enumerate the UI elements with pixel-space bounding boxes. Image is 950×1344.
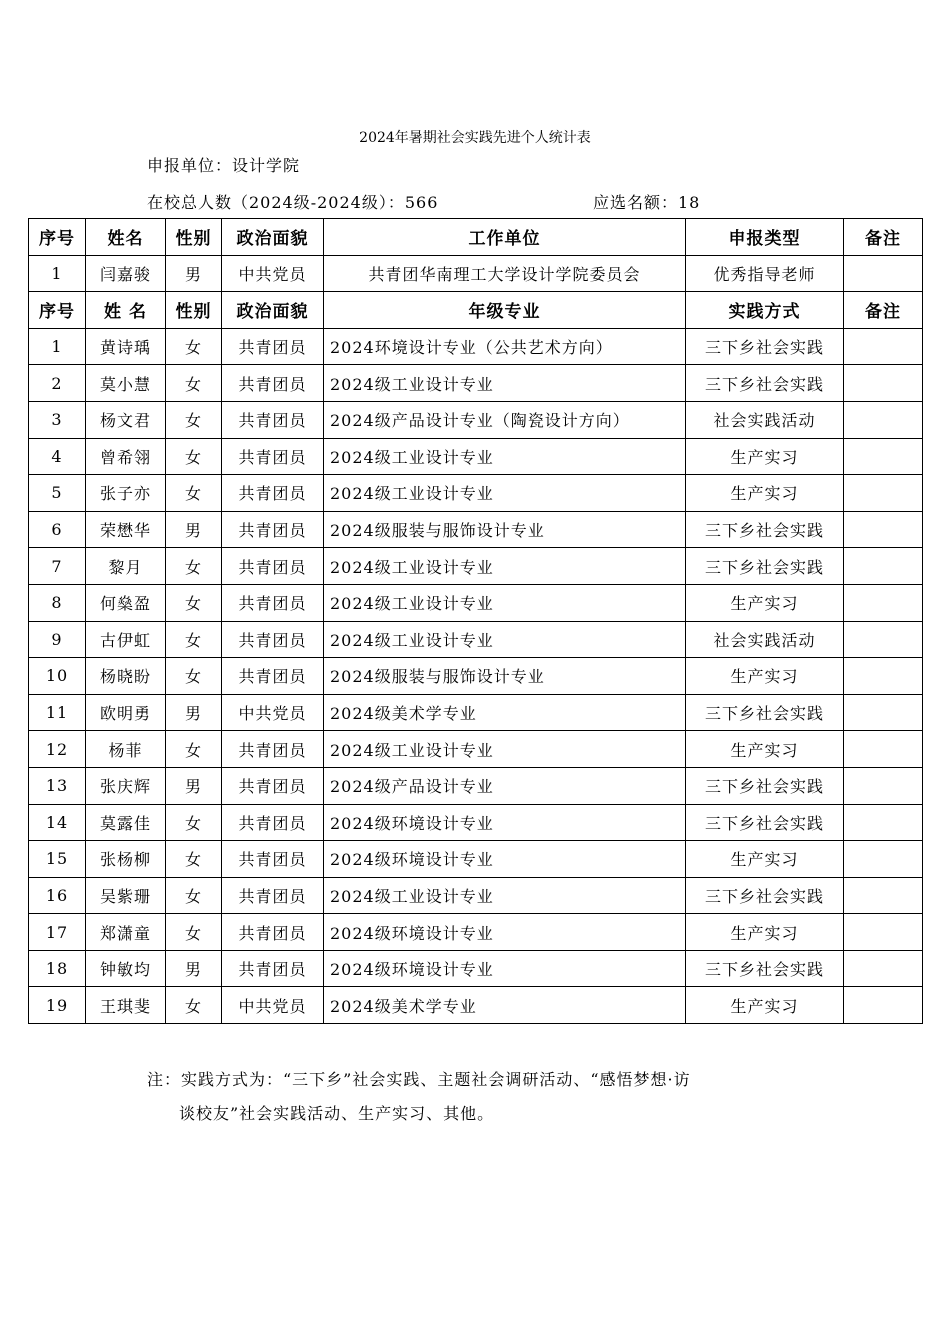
advisor-type: 优秀指导老师 xyxy=(686,255,844,292)
student-political: 中共党员 xyxy=(222,694,324,731)
student-gender: 女 xyxy=(166,804,222,841)
header-political: 政治面貌 xyxy=(222,292,324,329)
student-political: 共青团员 xyxy=(222,877,324,914)
student-remark xyxy=(844,914,923,951)
header-no: 序号 xyxy=(29,219,86,256)
table-row xyxy=(29,877,923,914)
student-major: 2024级服装与服饰设计专业 xyxy=(324,658,686,695)
footnote-line1: 注：实践方式为：“三下乡”社会实践、主题社会调研活动、“感悟梦想·访 xyxy=(147,1070,691,1089)
student-gender: 女 xyxy=(166,914,222,951)
table-row xyxy=(29,914,923,951)
student-gender: 女 xyxy=(166,658,222,695)
footnote-line2: 谈校友”社会实践活动、生产实习、其他。 xyxy=(179,1104,495,1123)
student-remark xyxy=(844,401,923,438)
student-no: 18 xyxy=(29,950,86,987)
student-gender: 男 xyxy=(166,694,222,731)
student-major: 2024环境设计专业（公共艺术方向） xyxy=(324,328,686,365)
table-row xyxy=(29,950,923,987)
student-method: 三下乡社会实践 xyxy=(686,950,844,987)
student-remark xyxy=(844,987,923,1024)
table-row xyxy=(29,804,923,841)
student-no: 14 xyxy=(29,804,86,841)
student-political: 中共党员 xyxy=(222,987,324,1024)
table-row xyxy=(29,694,923,731)
student-gender: 女 xyxy=(166,548,222,585)
student-gender: 男 xyxy=(166,767,222,804)
student-major: 2024级服装与服饰设计专业 xyxy=(324,511,686,548)
advisor-remark xyxy=(844,255,923,292)
student-political: 共青团员 xyxy=(222,621,324,658)
student-name: 杨菲 xyxy=(86,731,166,768)
student-name: 张子亦 xyxy=(86,475,166,512)
table-row xyxy=(29,401,923,438)
student-remark xyxy=(844,841,923,878)
header-no: 序号 xyxy=(29,292,86,329)
student-remark xyxy=(844,621,923,658)
header-remark: 备注 xyxy=(844,219,923,256)
student-major: 2024级工业设计专业 xyxy=(324,621,686,658)
advisor-gender: 男 xyxy=(166,255,222,292)
student-method: 社会实践活动 xyxy=(686,401,844,438)
student-no: 4 xyxy=(29,438,86,475)
total-students: 在校总人数（2024级-2024级）：566 xyxy=(147,193,439,212)
student-method: 生产实习 xyxy=(686,914,844,951)
student-no: 12 xyxy=(29,731,86,768)
student-major: 2024级环境设计专业 xyxy=(324,950,686,987)
student-name: 黄诗瑀 xyxy=(86,328,166,365)
advisor-workplace: 共青团华南理工大学设计学院委员会 xyxy=(324,255,686,292)
student-no: 5 xyxy=(29,475,86,512)
student-political: 共青团员 xyxy=(222,548,324,585)
table-row xyxy=(29,987,923,1024)
student-method: 生产实习 xyxy=(686,658,844,695)
student-name: 王琪斐 xyxy=(86,987,166,1024)
student-method: 生产实习 xyxy=(686,987,844,1024)
student-political: 共青团员 xyxy=(222,584,324,621)
student-remark xyxy=(844,804,923,841)
student-method: 生产实习 xyxy=(686,841,844,878)
student-major: 2024级工业设计专业 xyxy=(324,438,686,475)
student-remark xyxy=(844,767,923,804)
student-no: 2 xyxy=(29,365,86,402)
student-gender: 女 xyxy=(166,584,222,621)
student-major: 2024级环境设计专业 xyxy=(324,841,686,878)
student-remark xyxy=(844,877,923,914)
student-remark xyxy=(844,328,923,365)
student-gender: 女 xyxy=(166,438,222,475)
student-remark xyxy=(844,584,923,621)
student-name: 张杨柳 xyxy=(86,841,166,878)
student-no: 1 xyxy=(29,328,86,365)
student-major: 2024级美术学专业 xyxy=(324,987,686,1024)
student-major: 2024级环境设计专业 xyxy=(324,914,686,951)
header-political: 政治面貌 xyxy=(222,219,324,256)
student-gender: 女 xyxy=(166,731,222,768)
student-major: 2024级美术学专业 xyxy=(324,694,686,731)
student-major: 2024级工业设计专业 xyxy=(324,548,686,585)
student-name: 莫小慧 xyxy=(86,365,166,402)
student-gender: 女 xyxy=(166,621,222,658)
advisor-political: 中共党员 xyxy=(222,255,324,292)
student-no: 8 xyxy=(29,584,86,621)
student-header-row xyxy=(29,292,923,329)
student-remark xyxy=(844,694,923,731)
student-no: 10 xyxy=(29,658,86,695)
student-political: 共青团员 xyxy=(222,731,324,768)
student-method: 生产实习 xyxy=(686,438,844,475)
header-workplace: 工作单位 xyxy=(324,219,686,256)
advisor-header-row xyxy=(29,219,923,256)
student-name: 曾希翎 xyxy=(86,438,166,475)
student-remark xyxy=(844,475,923,512)
student-no: 7 xyxy=(29,548,86,585)
student-remark xyxy=(844,950,923,987)
quota: 应选名额：18 xyxy=(593,193,701,212)
student-major: 2024级环境设计专业 xyxy=(324,804,686,841)
student-name: 杨晓盼 xyxy=(86,658,166,695)
table-row xyxy=(29,658,923,695)
student-remark xyxy=(844,548,923,585)
student-gender: 女 xyxy=(166,877,222,914)
student-name: 钟敏均 xyxy=(86,950,166,987)
student-method: 生产实习 xyxy=(686,584,844,621)
student-method: 三下乡社会实践 xyxy=(686,328,844,365)
student-name: 欧明勇 xyxy=(86,694,166,731)
student-method: 三下乡社会实践 xyxy=(686,804,844,841)
student-major: 2024级产品设计专业（陶瓷设计方向） xyxy=(324,401,686,438)
student-political: 共青团员 xyxy=(222,401,324,438)
student-no: 16 xyxy=(29,877,86,914)
table-row xyxy=(29,767,923,804)
student-no: 9 xyxy=(29,621,86,658)
page-title: 2024年暑期社会实践先进个人统计表 xyxy=(359,130,591,146)
student-major: 2024级工业设计专业 xyxy=(324,584,686,621)
student-remark xyxy=(844,511,923,548)
student-name: 杨文君 xyxy=(86,401,166,438)
table-row xyxy=(29,365,923,402)
student-political: 共青团员 xyxy=(222,950,324,987)
student-gender: 女 xyxy=(166,365,222,402)
student-remark xyxy=(844,365,923,402)
student-gender: 女 xyxy=(166,475,222,512)
student-no: 17 xyxy=(29,914,86,951)
header-major: 年级专业 xyxy=(324,292,686,329)
stats-table xyxy=(28,218,923,1024)
student-name: 何燊盈 xyxy=(86,584,166,621)
student-method: 三下乡社会实践 xyxy=(686,877,844,914)
table-row xyxy=(29,548,923,585)
header-type: 申报类型 xyxy=(686,219,844,256)
student-remark xyxy=(844,731,923,768)
advisor-name: 闫嘉骏 xyxy=(86,255,166,292)
student-method: 三下乡社会实践 xyxy=(686,694,844,731)
student-political: 共青团员 xyxy=(222,328,324,365)
student-gender: 女 xyxy=(166,841,222,878)
student-no: 19 xyxy=(29,987,86,1024)
table-row xyxy=(29,731,923,768)
student-name: 古伊虹 xyxy=(86,621,166,658)
student-no: 3 xyxy=(29,401,86,438)
advisor-row xyxy=(29,255,923,292)
student-gender: 女 xyxy=(166,401,222,438)
table-row xyxy=(29,584,923,621)
student-method: 三下乡社会实践 xyxy=(686,365,844,402)
header-gender: 性别 xyxy=(166,219,222,256)
student-political: 共青团员 xyxy=(222,804,324,841)
student-name: 郑潇童 xyxy=(86,914,166,951)
student-no: 11 xyxy=(29,694,86,731)
student-major: 2024级工业设计专业 xyxy=(324,731,686,768)
student-major: 2024级工业设计专业 xyxy=(324,877,686,914)
student-remark xyxy=(844,438,923,475)
table-row xyxy=(29,438,923,475)
student-no: 13 xyxy=(29,767,86,804)
student-political: 共青团员 xyxy=(222,365,324,402)
student-method: 三下乡社会实践 xyxy=(686,767,844,804)
table-row xyxy=(29,621,923,658)
advisor-no: 1 xyxy=(29,255,86,292)
header-method: 实践方式 xyxy=(686,292,844,329)
student-name: 荣懋华 xyxy=(86,511,166,548)
student-no: 6 xyxy=(29,511,86,548)
student-major: 2024级工业设计专业 xyxy=(324,365,686,402)
student-major: 2024级工业设计专业 xyxy=(324,475,686,512)
header-name: 姓 名 xyxy=(86,292,166,329)
student-political: 共青团员 xyxy=(222,767,324,804)
student-name: 黎月 xyxy=(86,548,166,585)
student-remark xyxy=(844,658,923,695)
student-political: 共青团员 xyxy=(222,841,324,878)
table-row xyxy=(29,328,923,365)
table-row xyxy=(29,475,923,512)
student-method: 生产实习 xyxy=(686,731,844,768)
student-no: 15 xyxy=(29,841,86,878)
student-gender: 男 xyxy=(166,511,222,548)
student-method: 三下乡社会实践 xyxy=(686,548,844,585)
student-method: 三下乡社会实践 xyxy=(686,511,844,548)
student-gender: 女 xyxy=(166,328,222,365)
student-gender: 男 xyxy=(166,950,222,987)
header-name: 姓名 xyxy=(86,219,166,256)
header-gender: 性别 xyxy=(166,292,222,329)
student-major: 2024级产品设计专业 xyxy=(324,767,686,804)
student-method: 生产实习 xyxy=(686,475,844,512)
student-method: 社会实践活动 xyxy=(686,621,844,658)
student-name: 张庆辉 xyxy=(86,767,166,804)
student-political: 共青团员 xyxy=(222,475,324,512)
student-name: 莫露佳 xyxy=(86,804,166,841)
table-row xyxy=(29,511,923,548)
student-gender: 女 xyxy=(166,987,222,1024)
student-political: 共青团员 xyxy=(222,438,324,475)
footnote xyxy=(147,1063,827,1131)
student-political: 共青团员 xyxy=(222,658,324,695)
applicant-unit: 申报单位：设计学院 xyxy=(147,156,301,175)
header-remark: 备注 xyxy=(844,292,923,329)
table-row xyxy=(29,841,923,878)
student-political: 共青团员 xyxy=(222,511,324,548)
student-name: 吴紫珊 xyxy=(86,877,166,914)
student-political: 共青团员 xyxy=(222,914,324,951)
